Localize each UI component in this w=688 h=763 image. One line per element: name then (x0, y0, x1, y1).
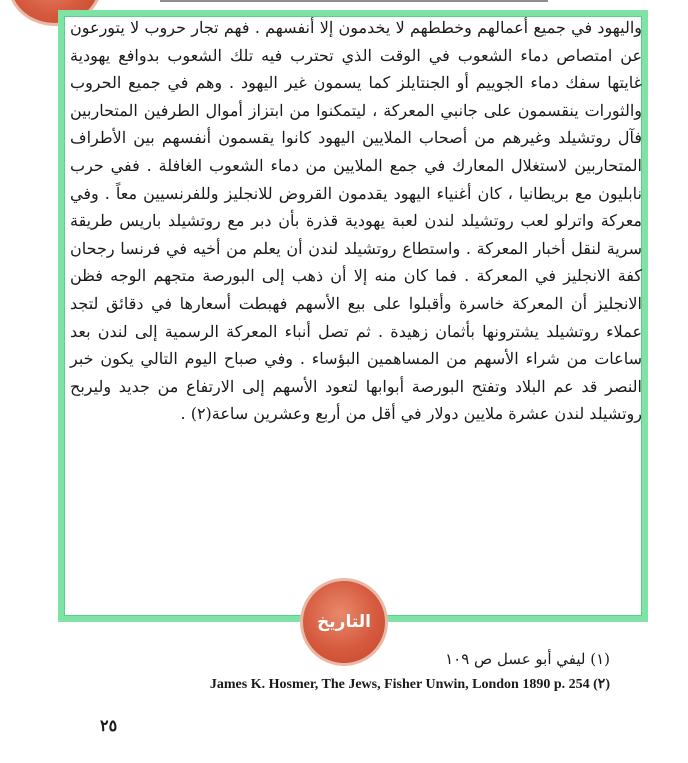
footnotes (130, 646, 610, 698)
footnote-1: (١) ليفي أبو عسل ص ١٠٩ (445, 650, 610, 668)
footnote-2: James K. Hosmer, The Jews, Fisher Unwin, London 1890 p. 254 (٢) (209, 677, 610, 692)
body-paragraph: واليهود في جميع أعمالهم وخططهم لا يخدمون إلا أنفسهم . فهم تجار حروب لا يتورعون عن امتصاص دماء الشعوب في الوقت الذي تحترب فيه تلك الشعوب بدوافع يهودية غايتها سفك دماء الجوييم أو الجنتايلز كما يسمون غير اليهود . وهم في جميع الحروب والثورات ينقسمون على جانبي المعركة ، ليتمكنوا من ابتزاز أموال الطرفين المتحاربين فآل روتشيلد وغيرهم من أصحاب الملايين اليهود كانوا يقسمون أنفسهم بين الأطراف المتحاربين لاستغلال المعارك في جمع الملايين من دماء الشعوب الغافلة . ففي حرب نابليون مع بريطانيا ، كان أغنياء اليهود يقدمون القروض للانجليز وللفرنسيين معاً . وفي معركة واترلو لعب روتشيلد لندن لعبة يهودية قذرة بأن دبر مع روتشيلد باريس طريقة سرية لنقل أخبار المعركة . واستطاع روتشيلد لندن أن يعلم من أخيه في فرنسا رجحان كفة الانجليز في المعركة . فما كان منه إلا أن ذهب إلى البورصة متجهم الوجه فظن الانجليز أن المعركة خاسرة وأقبلوا على بيع الأسهم فهبطت أسعارها في دقائق لتجد عملاء روتشيلد يشترونها بأثمان زهيدة . ثم تصل أنباء المعركة الرسمية إلى لندن بعد ساعات من شراء الأسهم من المساهمين البؤساء . وفي صباح اليوم التالي يكون خبر النصر قد عم البلاد وتفتح البورصة أبوابها لتعود الأسهم إلى الارتفاع من جديد وليربح روتشيلد لندن عشرة ملايين دولار في أقل من أربع وعشرين ساعة(٢) . (70, 18, 643, 424)
stamp-label: التاريخ (317, 612, 371, 632)
cropped-text-line-top (160, 0, 548, 10)
page-number: ٢٥ (100, 716, 118, 735)
